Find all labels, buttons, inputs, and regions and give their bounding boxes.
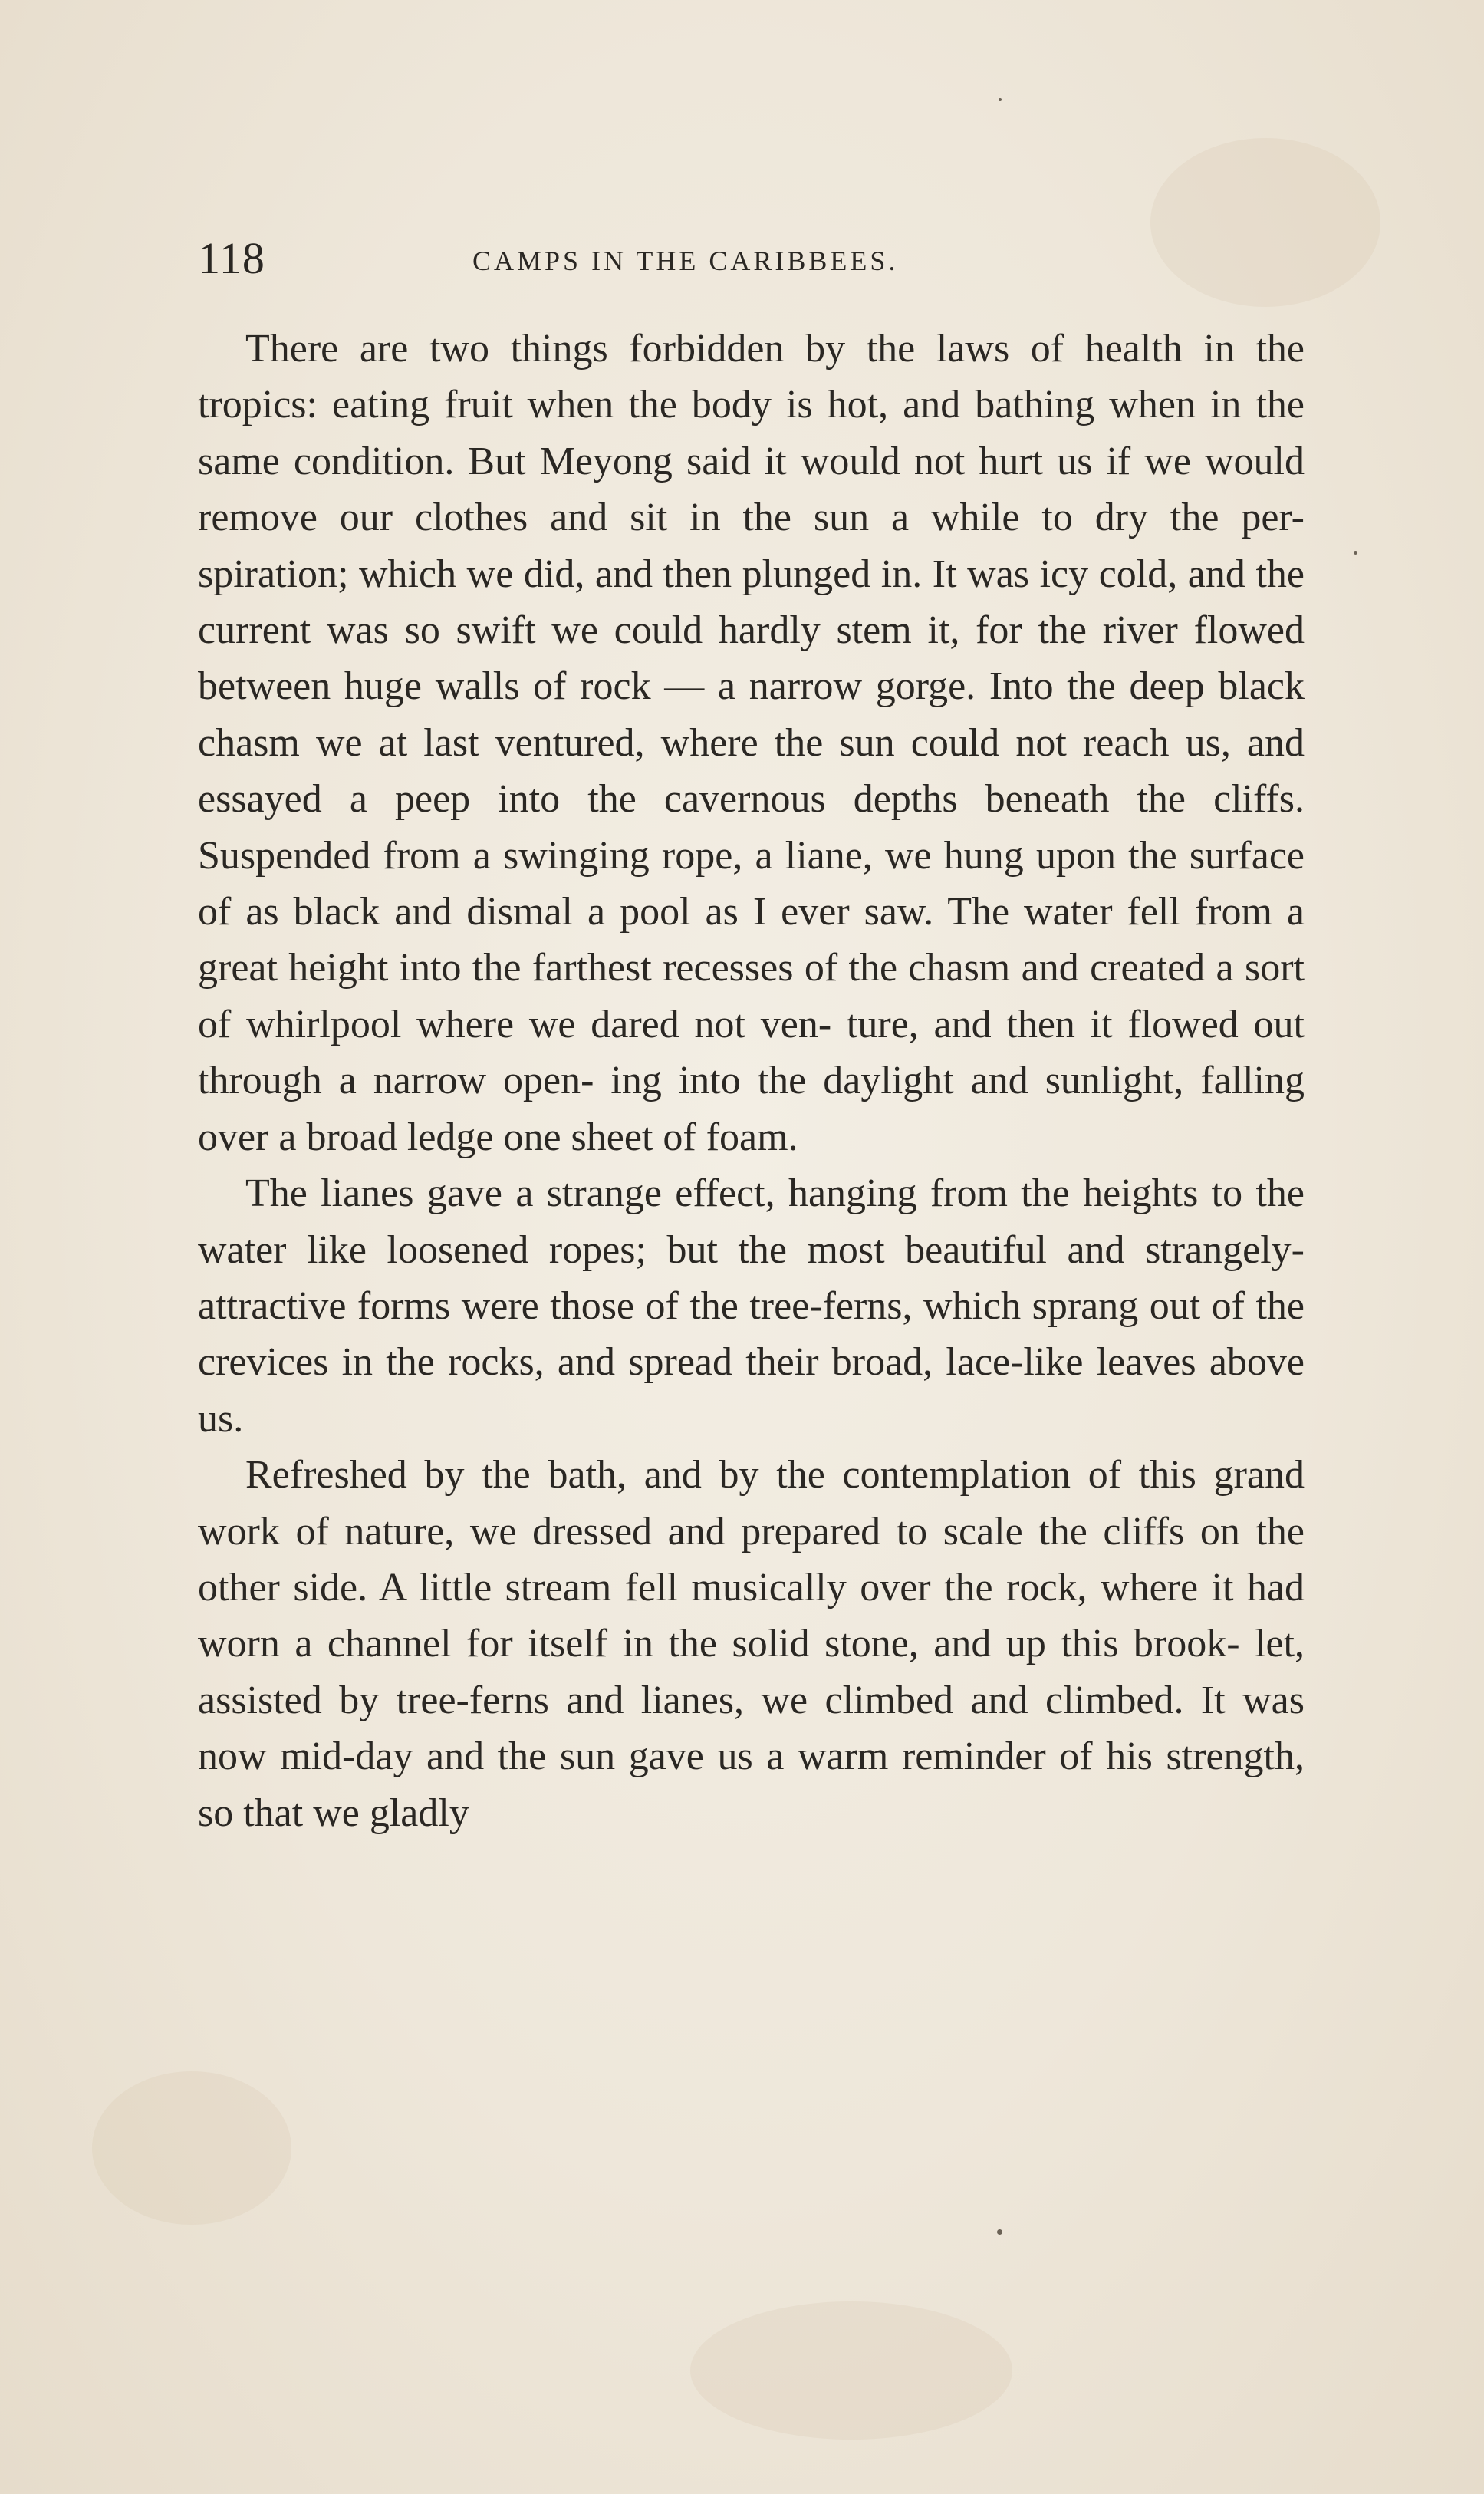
paragraph: The lianes gave a strange effect, hanging from the heights to the water like loosened ropes; but the most beautiful and strangely-attractive forms were those of the tree-ferns, which sprang out of the crevices in the rocks, and spread their broad, lace-like leaves above us. bbox=[198, 1171, 1305, 1441]
paragraph: There are two things forbidden by the laws of health in the tropics: eating fruit when the body is hot, and bathing when in the same condition. But Meyong said it would not hurt us if we would remove our clothes and sit in the sun a while to dry the per- spiration; which we did, and then plunged in. It was icy cold, and the current was so swift we could hardly stem it, for the river flowed between huge walls of rock — a narrow gorge. Into the deep black chasm we at last ventured, where the sun could not reach us, and essayed a peep into the cavernous depths beneath the cliffs. Suspended from a swinging rope, a liane, we hung upon the surface of as black and dismal a pool as I ever saw. The water fell from a great height into the farthest recesses of the chasm and created a sort of whirlpool where we dared not ven- ture, and then it flowed out through a narrow open- ing into the daylight and sunlight, falling over a broad ledge one sheet of foam. bbox=[198, 327, 1305, 1159]
page-number: 118 bbox=[198, 233, 265, 283]
running-head bbox=[198, 232, 1302, 285]
paragraph: Refreshed by the bath, and by the contemplation of this grand work of nature, we dressed and prepared to scale the cliffs on the other side. A little stream fell musically over the rock, where it had worn a channel for itself in the solid stone, and up this brook- let, assisted by tree-ferns and lianes, we climbed and climbed. It was now mid-day and the sun gave us a warm reminder of his strength, so that we gladly bbox=[198, 1453, 1305, 1835]
body-text bbox=[198, 321, 1305, 1841]
page-stain bbox=[92, 2071, 291, 2225]
page-stain bbox=[690, 2301, 1012, 2440]
ink-speck bbox=[999, 98, 1002, 101]
running-title: CAMPS IN THE CARIBBEES. bbox=[472, 245, 899, 276]
ink-speck bbox=[997, 2229, 1002, 2235]
ink-speck bbox=[1354, 551, 1357, 555]
